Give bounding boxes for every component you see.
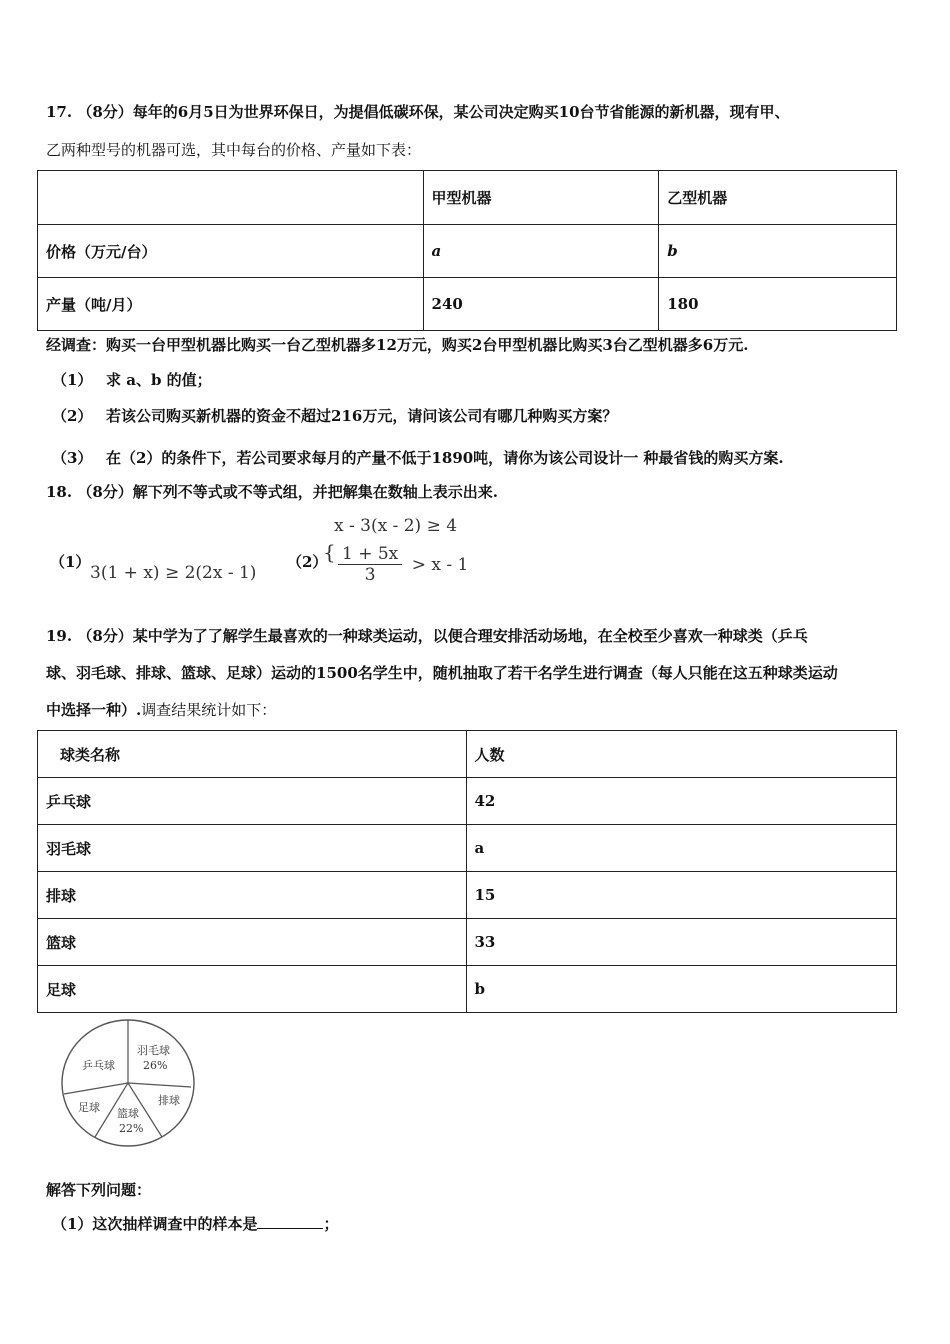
q19-sport-volleyball: 排球 [38, 872, 467, 919]
pie-label-basketball: 篮球 [117, 1107, 139, 1120]
q18-fraction-denominator: 3 [364, 565, 376, 585]
q17-output-b: 180 [659, 278, 897, 331]
q17-header-type-a: 甲型机器 [423, 171, 659, 225]
q19-count-basketball: 33 [466, 919, 897, 966]
q19-table-header-row [38, 731, 897, 778]
pie-label-badminton: 羽毛球 [137, 1044, 170, 1057]
table-row [38, 872, 897, 919]
q19-line3-rest: 调查结果统计如下： [141, 701, 277, 719]
q19-ask1 [52, 1213, 338, 1234]
q18-part1-expression: 3(1 + x) ≥ 2(2x - 1) [90, 563, 257, 583]
answer-blank[interactable] [257, 1213, 323, 1229]
q19-ask1-end: ； [323, 1215, 339, 1233]
q18-part2-brace: { [323, 540, 336, 564]
table-row [38, 966, 897, 1013]
table-row [38, 225, 897, 278]
q19-ask1-text: （1）这次抽样调查中的样本是 [52, 1215, 258, 1233]
q17-sub1-text: 求 a、b 的值； [106, 371, 212, 389]
q19-line3-bold: 中选择一种）. [46, 701, 142, 719]
table-row [38, 778, 897, 825]
q17-sub1-number: （1） [52, 371, 93, 389]
q19-count-pingpong: 42 [466, 778, 897, 825]
table-row [38, 278, 897, 331]
q19-sport-basketball: 篮球 [38, 919, 467, 966]
q17-line1: 17. （8分）每年的6月5日为世界环保日，为提倡低碳环保，某公司决定购买10台节省能源的新机器，现有甲、 [46, 103, 790, 121]
q19-count-volleyball: 15 [466, 872, 897, 919]
pie-label-basketball-pct: 22% [119, 1122, 144, 1135]
q19-answer-heading: 解答下列问题： [46, 1181, 152, 1199]
q18-fraction [338, 544, 402, 585]
q19-pie-chart [55, 1016, 205, 1151]
q19-header-sport: 球类名称 [38, 731, 467, 778]
q17-header-type-b: 乙型机器 [659, 171, 897, 225]
table-row [38, 919, 897, 966]
q17-sub3-text: 在（2）的条件下，若公司要求每月的产量不低于1890吨，请你为该公司设计一 种最省钱的购买方案. [106, 449, 784, 467]
q18-fraction-numerator: 1 + 5x [338, 544, 402, 565]
q17-row-output-label: 产量（吨/月） [38, 278, 424, 331]
q19-header-count: 人数 [466, 731, 897, 778]
table-row [38, 825, 897, 872]
q17-sub3-number: （3） [52, 449, 93, 467]
pie-label-football: 足球 [78, 1101, 100, 1114]
q17-table-header-row [38, 171, 897, 225]
q19-line1: 19. （8分）某中学为了了解学生最喜欢的一种球类运动，以便合理安排活动场地，在全校至少喜欢一种球类（乒乓 [46, 627, 808, 645]
q17-output-a: 240 [423, 278, 659, 331]
pie-label-volleyball: 排球 [158, 1094, 180, 1107]
q17-sub2-text: 若该公司购买新机器的资金不超过216万元，请问该公司有哪几种购买方案？ [106, 407, 618, 425]
q17-line2: 乙两种型号的机器可选，其中每台的价格、产量如下表： [46, 141, 422, 159]
q18-part2-label: （2） [287, 553, 328, 571]
q17-sub2-number: （2） [52, 407, 93, 425]
q18-part2-inequality1: x - 3(x - 2) ≥ 4 [334, 516, 458, 536]
q19-sport-football: 足球 [38, 966, 467, 1013]
q17-table [37, 170, 897, 331]
q18-title: 18. （8分）解下列不等式或不等式组，并把解集在数轴上表示出来. [46, 483, 498, 501]
q19-sport-badminton: 羽毛球 [38, 825, 467, 872]
q17-survey: 经调查：购买一台甲型机器比购买一台乙型机器多12万元，购买2台甲型机器比购买3台乙型机器多6万元. [46, 336, 749, 354]
q18-fraction-rhs: > x - 1 [411, 554, 469, 575]
q17-row-price-label: 价格（万元/台） [38, 225, 424, 278]
q19-count-football: b [466, 966, 897, 1013]
q19-sport-pingpong: 乒乓球 [38, 778, 467, 825]
q18-part2-inequality2 [338, 544, 468, 585]
q17-header-empty [38, 171, 424, 225]
pie-label-pingpong: 乒乓球 [82, 1059, 115, 1072]
q19-table [37, 730, 897, 1013]
q17-price-b: b [659, 225, 897, 278]
q19-line3 [46, 700, 276, 720]
q18-part1-label: （1） [50, 553, 91, 571]
q17-price-a: a [423, 225, 659, 278]
q19-count-badminton: a [466, 825, 897, 872]
pie-label-badminton-pct: 26% [143, 1059, 168, 1072]
q19-line2: 球、羽毛球、排球、篮球、足球）运动的1500名学生中，随机抽取了若干名学生进行调查（每人只能在这五种球类运动 [46, 664, 838, 682]
